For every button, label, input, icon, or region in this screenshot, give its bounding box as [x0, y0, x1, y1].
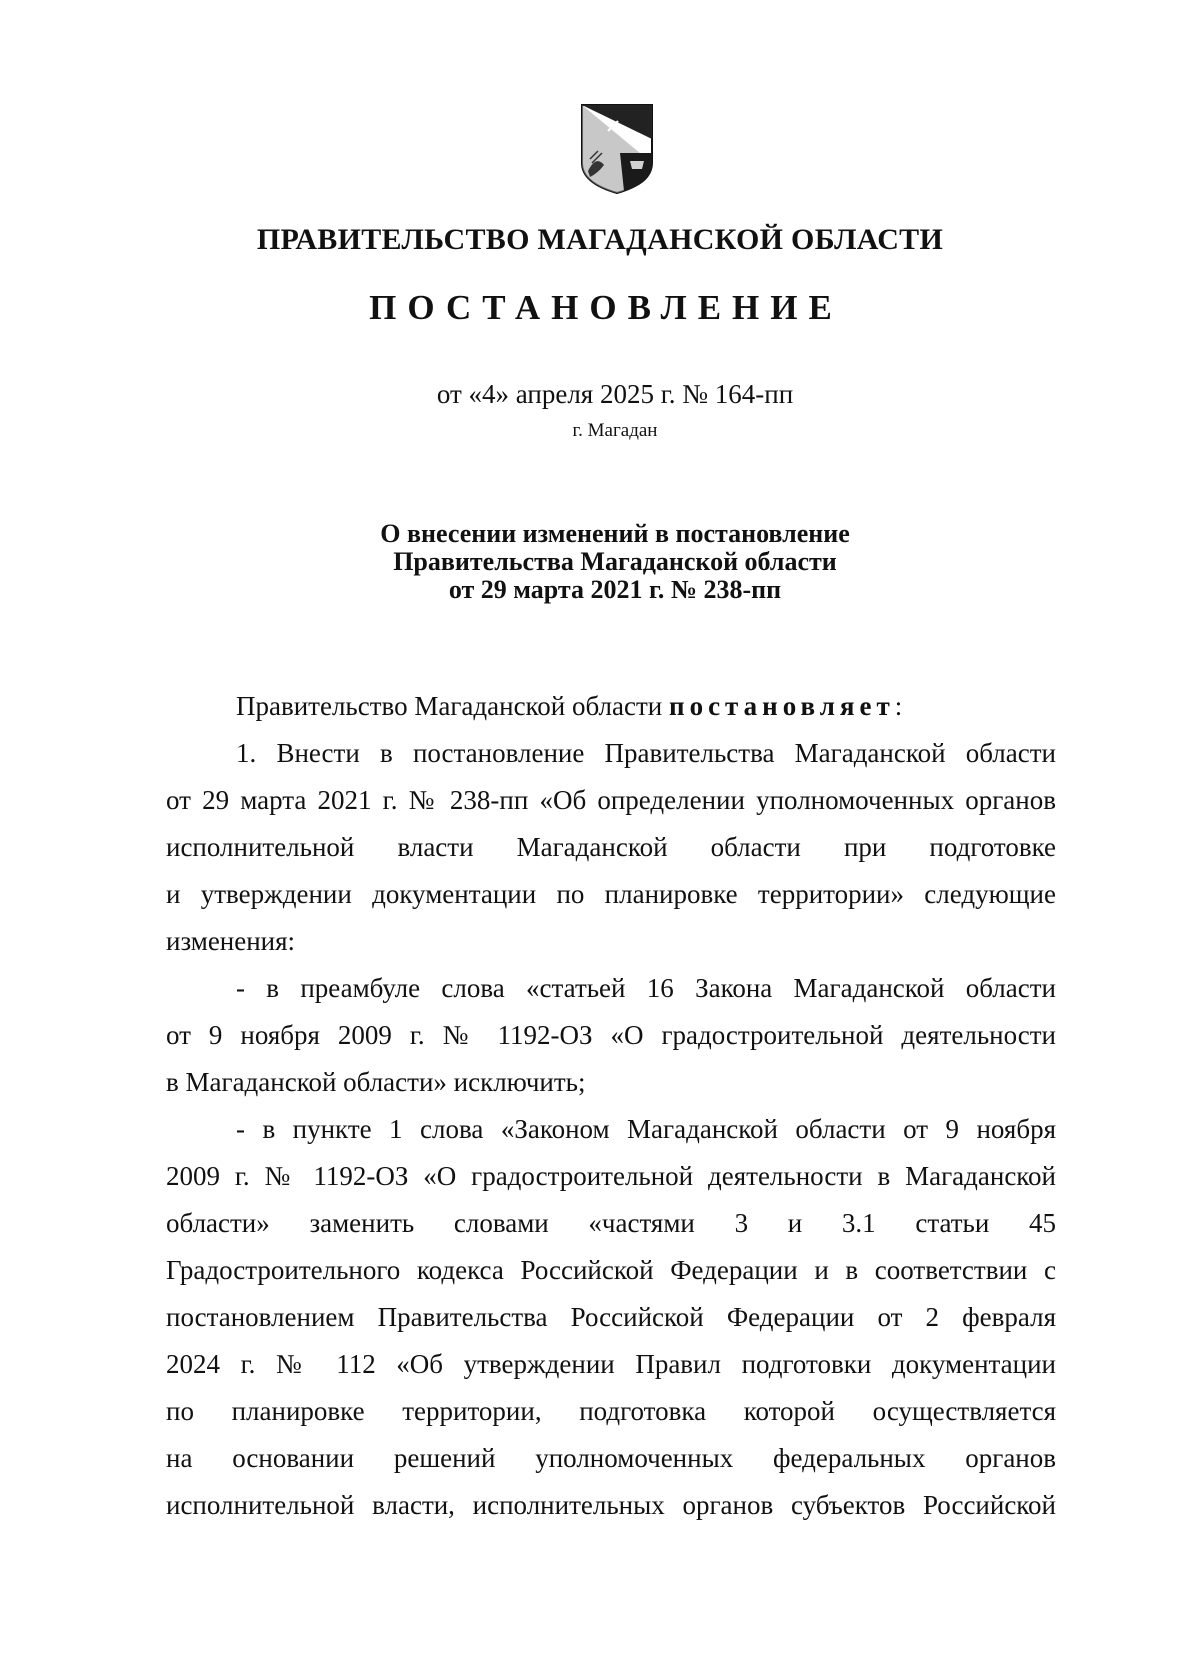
body-line: и утверждении документации по планировке территории» следующие — [166, 879, 1056, 909]
body-line: Градостроительного кодекса Российской Федерации и в соответствии с — [166, 1255, 1056, 1285]
body-line: в Магаданской области» исключить; — [166, 1067, 586, 1097]
body-line: исполнительной власти Магаданской области при подготовке — [166, 832, 1056, 862]
government-title: ПРАВИТЕЛЬСТВО МАГАДАНСКОЙ ОБЛАСТИ — [256, 223, 944, 256]
date-and-number: от «4» апреля 2025 г. № 164-пп — [436, 379, 794, 409]
subject-line: Правительства Магаданской области — [393, 547, 837, 576]
body-line: постановлением Правительства Российской Федерации от 2 февраля — [166, 1302, 1056, 1332]
city-name: г. Магадан — [572, 420, 658, 441]
body-line: изменения: — [166, 926, 296, 956]
body-line: - в преамбуле слова «статьей 16 Закона Магаданской области — [236, 973, 1056, 1003]
body-line: области» заменить словами «частями 3 и 3.1 статьи 45 — [166, 1208, 1056, 1238]
preamble-line — [166, 683, 1056, 730]
subject-line: от 29 марта 2021 г. № 238-пп — [448, 575, 782, 604]
document-subject — [0, 520, 1200, 604]
preamble-prefix: Правительство Магаданской области — [236, 691, 670, 721]
document-type-heading: ПОСТАНОВЛЕНИЕ — [369, 288, 843, 327]
body-line: от 29 марта 2021 г. № 238-пп «Об определении уполномоченных органов — [166, 785, 1056, 815]
body-line: от 9 ноября 2009 г. № 1192-ОЗ «О градостроительной деятельности — [166, 1020, 1056, 1050]
coat-of-arms-emblem — [578, 103, 656, 195]
body-line: по планировке территории, подготовка которой осуществляется — [166, 1396, 1056, 1426]
document-body — [166, 683, 1056, 1529]
preamble-suffix: : — [894, 691, 903, 721]
preamble-emphasis: постановляет — [669, 691, 895, 721]
body-line: - в пункте 1 слова «Законом Магаданской области от 9 ноября — [236, 1114, 1056, 1144]
body-line: 2024 г. № 112 «Об утверждении Правил подготовки документации — [166, 1349, 1056, 1379]
body-line: 1. Внести в постановление Правительства Магаданской области — [236, 738, 1056, 768]
body-line: 2009 г. № 1192-ОЗ «О градостроительной деятельности в Магаданской — [166, 1161, 1056, 1191]
body-line: исполнительной власти, исполнительных органов субъектов Российской — [166, 1490, 1056, 1520]
body-line: на основании решений уполномоченных федеральных органов — [166, 1443, 1056, 1473]
subject-line: О внесении изменений в постановление — [380, 519, 850, 548]
